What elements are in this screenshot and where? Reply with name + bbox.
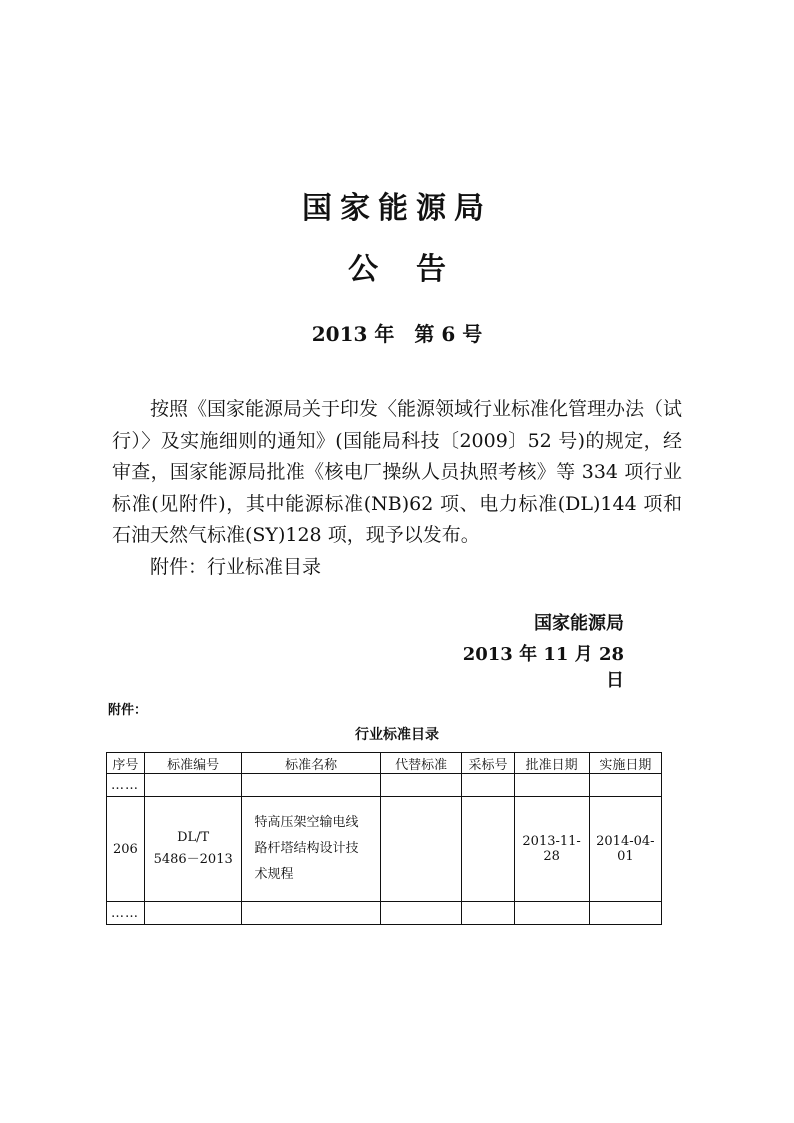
cell-adopted xyxy=(462,797,514,902)
issue-number: 2013 年 第 6 号 xyxy=(311,322,483,346)
col-header-implementation-date: 实施日期 xyxy=(589,753,661,774)
col-header-no: 序号 xyxy=(107,753,145,774)
cell-approval-date: 2013-11-28 xyxy=(514,797,589,902)
table-row xyxy=(107,774,662,797)
col-header-adopted: 采标号 xyxy=(462,753,514,774)
cell-no: 206 xyxy=(107,797,145,902)
cell-name-line3: 术规程 xyxy=(254,867,294,882)
col-header-name: 标准名称 xyxy=(242,753,380,774)
announcement-title: 公告 xyxy=(348,252,484,287)
standards-table xyxy=(106,752,662,925)
col-header-approval-date: 批准日期 xyxy=(514,753,589,774)
table-header-row xyxy=(107,753,662,774)
table-row xyxy=(107,797,662,902)
col-header-replaces: 代替标准 xyxy=(380,753,461,774)
ellipsis-cell: …… xyxy=(107,774,145,797)
announcement-body xyxy=(112,394,682,583)
col-header-code: 标准编号 xyxy=(144,753,242,774)
table-title: 行业标准目录 xyxy=(355,727,439,743)
body-paragraph: 按照《国家能源局关于印发〈能源领域行业标准化管理办法（试行）〉及实施细则的通知》(国能局科技〔2009〕52 号)的规定，经审查，国家能源局批准《核电厂操纵人员执照考核》等 334 项行业标准(见附件)，其中能源标准(NB)62 项、电力标准(DL)144 项和石油天然气标准(SY)128 项，现予以发布。 xyxy=(112,398,683,546)
ellipsis-cell: …… xyxy=(107,902,145,925)
cell-code-line1: DL/T xyxy=(177,830,210,845)
cell-code xyxy=(144,797,242,902)
cell-name xyxy=(242,797,380,902)
attachment-reference: 附件：行业标准目录 xyxy=(150,555,322,578)
cell-code-line2: 5486－2013 xyxy=(153,852,233,867)
cell-name-line2: 路杆塔结构设计技 xyxy=(254,841,359,856)
table-row xyxy=(107,902,662,925)
attachment-label: 附件： xyxy=(108,703,148,718)
signature-org: 国家能源局 xyxy=(534,613,624,634)
signature-date: 2013 年 11 月 28 日 xyxy=(462,644,624,691)
cell-name-line1: 特高压架空输电线 xyxy=(254,815,359,830)
issuing-authority-heading: 国家能源局 xyxy=(302,191,492,226)
cell-implementation-date: 2014-04-01 xyxy=(589,797,661,902)
cell-replaces xyxy=(380,797,461,902)
